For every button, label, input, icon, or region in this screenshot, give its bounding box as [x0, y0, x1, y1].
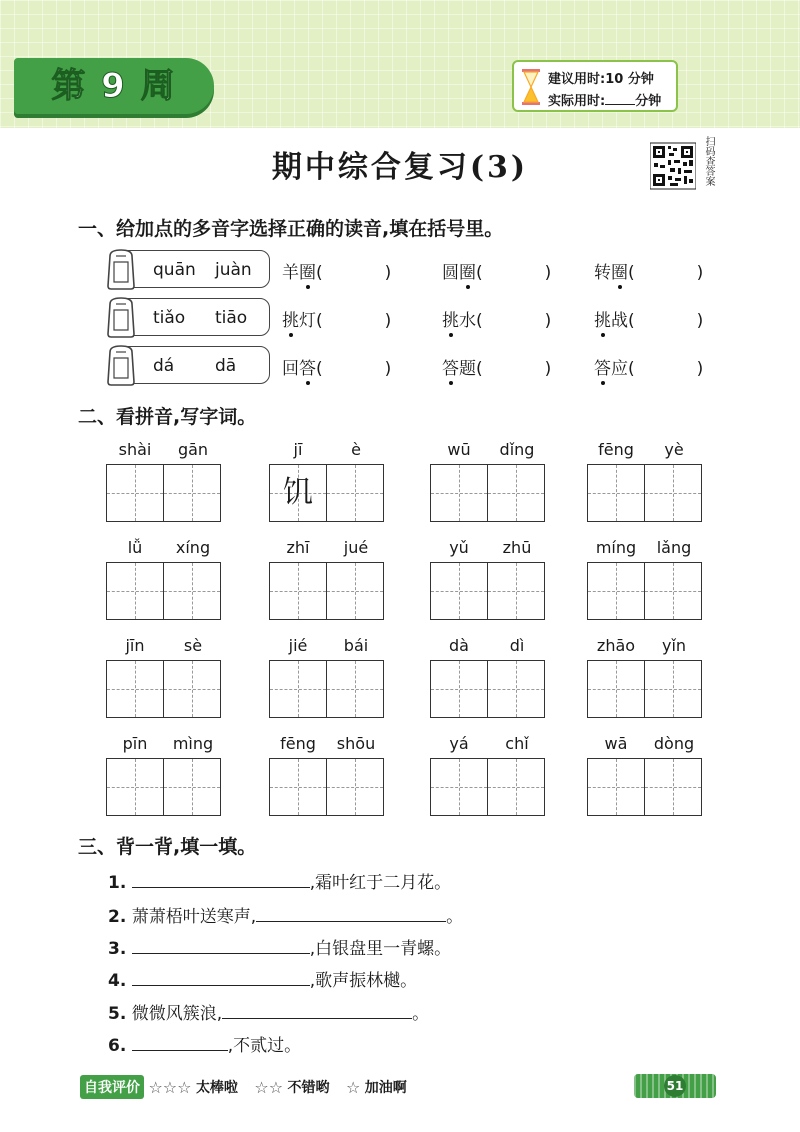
- fill-blank[interactable]: [132, 968, 310, 986]
- written-char: [588, 759, 644, 815]
- polyphone-row: [104, 346, 724, 386]
- actual-time-suffix: 分钟: [635, 94, 662, 109]
- tian-grid-box[interactable]: [163, 464, 221, 522]
- tian-grid-box[interactable]: [269, 660, 327, 718]
- star-icon[interactable]: ☆: [177, 1077, 192, 1097]
- tian-grid-box[interactable]: [430, 464, 488, 522]
- tian-grid-box[interactable]: [269, 758, 327, 816]
- star-icon[interactable]: ☆: [148, 1077, 163, 1097]
- time-box: [512, 60, 678, 112]
- paren-close: ): [384, 263, 392, 283]
- page-number-badge: [634, 1074, 716, 1098]
- written-char: [107, 465, 163, 521]
- dotted-char: 答: [594, 354, 611, 379]
- written-char: [431, 465, 487, 521]
- paren-open: (: [476, 311, 483, 331]
- pinyin-option: juàn: [215, 260, 252, 280]
- written-char: [327, 759, 383, 815]
- pinyin-label: míng: [595, 538, 637, 557]
- pinyin-label: è: [351, 440, 361, 459]
- recite-fill-line: [108, 934, 451, 960]
- qr-code-icon[interactable]: [650, 138, 696, 194]
- tian-grid-box[interactable]: [269, 562, 327, 620]
- written-char: [645, 661, 701, 717]
- actual-time-prefix: 实际用时:: [548, 94, 606, 109]
- paren-open: (: [476, 359, 483, 379]
- tian-grid-box[interactable]: [487, 660, 545, 718]
- pinyin-option: tiāo: [215, 308, 248, 328]
- pinyin-option: dā: [215, 356, 237, 376]
- dotted-char: 挑: [282, 306, 299, 331]
- tian-grid-box[interactable]: [644, 758, 702, 816]
- written-char: [107, 759, 163, 815]
- recite-fill-line: [108, 966, 417, 992]
- recite-fill-line: [108, 1031, 301, 1057]
- fill-blank[interactable]: [256, 904, 446, 922]
- paren-close: ): [696, 263, 704, 283]
- polyphone-row: [104, 250, 724, 290]
- written-char: [270, 661, 326, 717]
- tian-grid-box[interactable]: [587, 464, 645, 522]
- written-char: [107, 661, 163, 717]
- written-char: [327, 661, 383, 717]
- word-char: 题: [459, 359, 476, 379]
- polyphone-word: [594, 354, 703, 379]
- written-char: [488, 563, 544, 619]
- pinyin-label: gān: [177, 440, 209, 459]
- written-char: [488, 661, 544, 717]
- poem-text: ,霜叶红于二月花。: [309, 873, 452, 893]
- section-3-heading: 三、背一背,填一填。: [78, 836, 257, 858]
- tian-grid-box[interactable]: [326, 758, 384, 816]
- paren-open: (: [316, 263, 323, 283]
- eval-level-3: 加油啊: [364, 1080, 407, 1096]
- eval-level-2: 不错哟: [287, 1080, 330, 1096]
- hourglass-icon: [520, 68, 542, 106]
- written-char: [588, 563, 644, 619]
- word-char: 应: [611, 359, 628, 379]
- pinyin-label: pīn: [122, 734, 148, 753]
- written-char: [270, 563, 326, 619]
- line-number: 5.: [108, 1004, 127, 1024]
- pinyin-label: yá: [449, 734, 469, 753]
- word-char: 圆: [442, 263, 459, 283]
- pinyin-label: dǐng: [499, 440, 535, 459]
- dotted-char: 圈: [459, 258, 476, 283]
- poem-text: ,白银盘里一青螺。: [309, 939, 452, 959]
- star-icon[interactable]: ☆: [345, 1077, 361, 1097]
- pinyin-label: chǐ: [505, 734, 529, 753]
- tian-grid-box[interactable]: [587, 660, 645, 718]
- line-number: 2.: [108, 907, 127, 927]
- written-char: [107, 563, 163, 619]
- pinyin-label: xíng: [175, 538, 211, 557]
- paren-close: ): [696, 311, 704, 331]
- actual-time-blank[interactable]: [605, 93, 635, 105]
- paren-close: ): [544, 263, 552, 283]
- written-char: [488, 759, 544, 815]
- paren-open: (: [628, 311, 635, 331]
- polyphone-row: [104, 298, 724, 338]
- recite-fill-line: [108, 902, 463, 928]
- tian-grid-box[interactable]: [487, 758, 545, 816]
- schoolbag-icon: [104, 296, 138, 338]
- word-char: 灯: [299, 311, 316, 331]
- tian-grid-box[interactable]: [106, 758, 164, 816]
- pinyin-label: dà: [449, 636, 469, 655]
- pinyin-label: zhū: [502, 538, 532, 557]
- tian-grid-box[interactable]: [587, 562, 645, 620]
- written-char: [645, 759, 701, 815]
- pinyin-label: lǎng: [656, 538, 692, 557]
- page-number: 51: [664, 1075, 686, 1097]
- tian-grid-box[interactable]: [106, 660, 164, 718]
- dotted-char: 圈: [299, 258, 316, 283]
- tian-grid-box[interactable]: [326, 660, 384, 718]
- paren-close: ): [696, 359, 704, 379]
- star-icon[interactable]: ☆: [254, 1077, 269, 1097]
- suggested-time: 建议用时:10 分钟: [548, 72, 654, 87]
- line-number: 6.: [108, 1036, 127, 1056]
- tian-grid-box[interactable]: [644, 562, 702, 620]
- tian-grid-box[interactable]: [163, 758, 221, 816]
- pinyin-option: quān: [153, 260, 196, 280]
- qr-label: 扫码查答案: [703, 136, 714, 186]
- dotted-char: 挑: [442, 306, 459, 331]
- pinyin-label: mìng: [172, 734, 214, 753]
- tian-grid-box[interactable]: [163, 660, 221, 718]
- pinyin-label: wū: [447, 440, 471, 459]
- dotted-char: 圈: [611, 258, 628, 283]
- written-char: [431, 661, 487, 717]
- pinyin-label: zhāo: [596, 636, 636, 655]
- star-icon[interactable]: ☆: [268, 1077, 284, 1097]
- section-2-heading: 二、看拼音,写字词。: [78, 406, 257, 428]
- paren-close: ): [544, 311, 552, 331]
- line-number: 4.: [108, 971, 127, 991]
- fill-blank[interactable]: [132, 936, 310, 954]
- self-eval-label: 自我评价: [80, 1075, 144, 1099]
- word-char: 战: [611, 311, 628, 331]
- tian-grid-box[interactable]: [326, 464, 384, 522]
- poem-text: 。: [412, 1004, 430, 1024]
- tian-grid-box[interactable]: [430, 562, 488, 620]
- paren-open: (: [316, 359, 323, 379]
- written-char: [588, 465, 644, 521]
- page-title: 期中综合复习(3): [271, 150, 529, 185]
- pinyin-option: tiǎo: [153, 308, 186, 328]
- written-char: 饥: [283, 475, 313, 510]
- tian-grid-box[interactable]: [106, 464, 164, 522]
- written-char: [645, 465, 701, 521]
- actual-time: [548, 90, 661, 109]
- polyphone-word: [442, 354, 551, 379]
- pinyin-label: lǚ: [127, 538, 143, 557]
- written-char: [164, 465, 220, 521]
- tian-grid-box[interactable]: [487, 562, 545, 620]
- tian-grid-box[interactable]: [487, 464, 545, 522]
- tian-grid-box[interactable]: [430, 660, 488, 718]
- star-icon[interactable]: ☆: [162, 1077, 178, 1097]
- recite-fill-line: [108, 999, 429, 1025]
- dotted-char: 答: [442, 354, 459, 379]
- word-char: 回: [282, 359, 299, 379]
- polyphone-word: [282, 258, 391, 283]
- tian-grid-box[interactable]: [430, 758, 488, 816]
- schoolbag-icon: [104, 248, 138, 290]
- written-char: [645, 563, 701, 619]
- self-evaluation: [80, 1075, 419, 1101]
- tian-grid-box[interactable]: [163, 562, 221, 620]
- pinyin-label: fēng: [598, 440, 634, 459]
- fill-blank[interactable]: [222, 1001, 412, 1019]
- pinyin-label: jié: [288, 636, 308, 655]
- pinyin-label: jīn: [125, 636, 145, 655]
- tian-grid-box[interactable]: [587, 758, 645, 816]
- written-char: [488, 465, 544, 521]
- tian-grid-box[interactable]: [644, 464, 702, 522]
- schoolbag-icon: [104, 344, 138, 386]
- polyphone-word: [442, 258, 551, 283]
- paren-open: (: [628, 263, 635, 283]
- pinyin-label: jī: [293, 440, 303, 459]
- week-tab: [14, 58, 214, 114]
- polyphone-word: [282, 354, 391, 379]
- written-char: [270, 759, 326, 815]
- written-char: [164, 563, 220, 619]
- polyphone-word: [442, 306, 551, 331]
- poem-text: 萧萧梧叶送寒声,: [131, 907, 257, 927]
- poem-text: 微微风簇浪,: [131, 1004, 223, 1024]
- paren-close: ): [384, 311, 392, 331]
- pinyin-label: yè: [664, 440, 684, 459]
- pinyin-label: bái: [343, 636, 369, 655]
- paren-close: ): [384, 359, 392, 379]
- eval-level-1: 太棒啦: [195, 1080, 238, 1096]
- poem-text: 。: [446, 907, 464, 927]
- paren-close: ): [544, 359, 552, 379]
- written-char: [164, 661, 220, 717]
- pinyin-label: jué: [343, 538, 369, 557]
- line-number: 3.: [108, 939, 127, 959]
- written-char: [327, 563, 383, 619]
- written-char: [164, 759, 220, 815]
- dotted-char: 答: [299, 354, 316, 379]
- fill-blank[interactable]: [132, 1033, 228, 1051]
- recite-fill-line: [108, 868, 451, 894]
- pinyin-label: dì: [509, 636, 525, 655]
- pinyin-label: shōu: [336, 734, 376, 753]
- pinyin-option: dá: [153, 356, 175, 376]
- line-number: 1.: [108, 873, 127, 893]
- paren-open: (: [476, 263, 483, 283]
- tian-grid-box[interactable]: [106, 562, 164, 620]
- section-1-heading: 一、给加点的多音字选择正确的读音,填在括号里。: [78, 218, 504, 240]
- poem-text: ,歌声振林樾。: [309, 971, 418, 991]
- written-char: [431, 759, 487, 815]
- pinyin-label: dòng: [653, 734, 695, 753]
- pinyin-label: shài: [118, 440, 152, 459]
- dotted-char: 挑: [594, 306, 611, 331]
- word-char: 羊: [282, 263, 299, 283]
- fill-blank[interactable]: [132, 870, 310, 888]
- tian-grid-box[interactable]: [644, 660, 702, 718]
- pinyin-label: yǔ: [449, 538, 469, 557]
- written-char: [327, 465, 383, 521]
- written-char: [431, 563, 487, 619]
- word-char: 转: [594, 263, 611, 283]
- written-char: [588, 661, 644, 717]
- week-label: 第 9 周: [51, 66, 177, 106]
- pinyin-label: sè: [183, 636, 203, 655]
- polyphone-word: [594, 306, 703, 331]
- polyphone-word: [282, 306, 391, 331]
- pinyin-label: wā: [604, 734, 628, 753]
- pinyin-label: zhī: [286, 538, 310, 557]
- paren-open: (: [316, 311, 323, 331]
- pinyin-label: fēng: [280, 734, 316, 753]
- paren-open: (: [628, 359, 635, 379]
- tian-grid-box[interactable]: [326, 562, 384, 620]
- polyphone-word: [594, 258, 703, 283]
- word-char: 水: [459, 311, 476, 331]
- tian-grid-box[interactable]: [269, 464, 327, 522]
- poem-text: ,不贰过。: [227, 1036, 302, 1056]
- pinyin-label: yǐn: [661, 636, 687, 655]
